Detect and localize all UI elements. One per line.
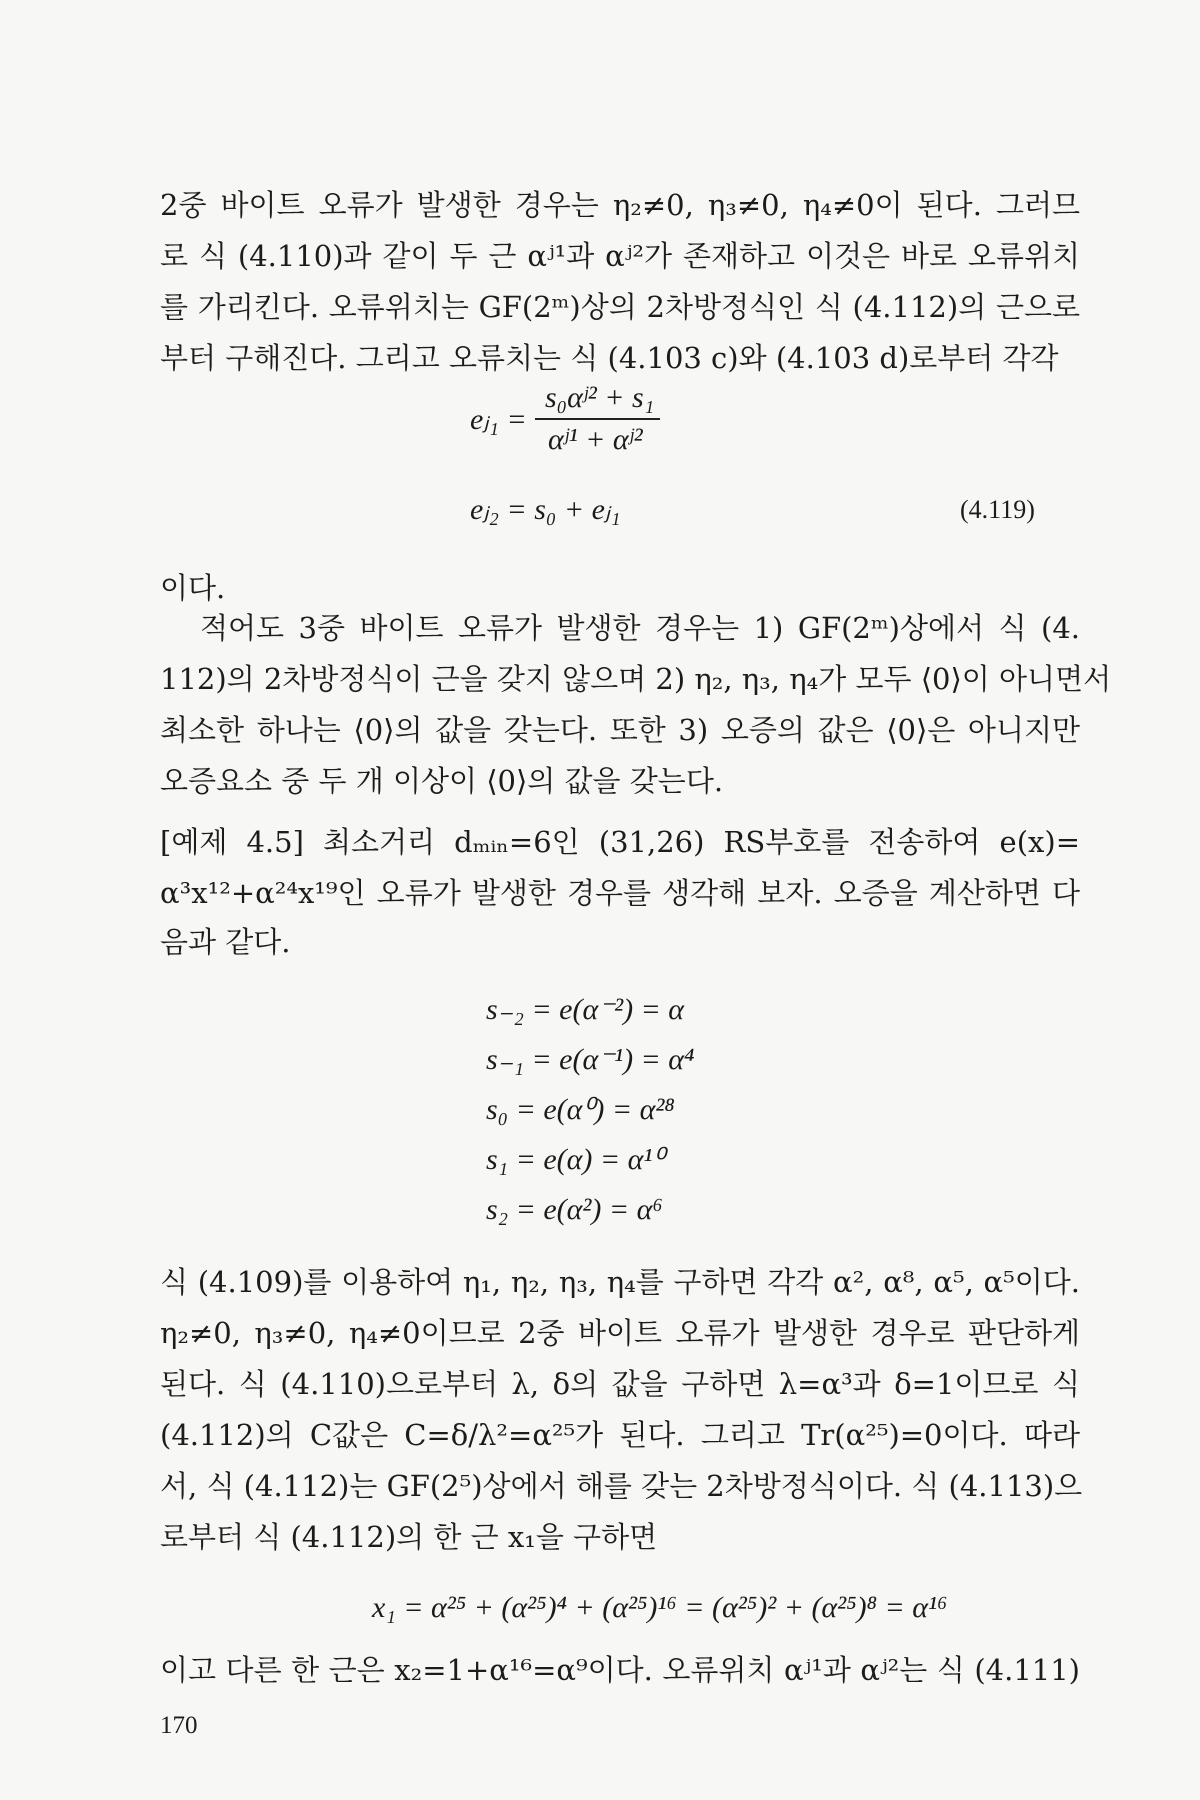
syndrome-line: s₀ = e(α⁰) = α²⁸ bbox=[486, 1093, 675, 1126]
paragraph-line: 오증요소 중 두 개 이상이 ⟨0⟩의 값을 갖는다. bbox=[160, 764, 724, 798]
eq119-line2: eⱼ₂ = s₀ + eⱼ₁ bbox=[470, 493, 621, 526]
equation-number: (4.119) bbox=[960, 495, 1035, 524]
paragraph-line: 식 (4.109)를 이용하여 η₁, η₂, η₃, η₄를 구하면 각각 α², α⁸, α⁵, α⁵이다. bbox=[160, 1265, 1080, 1299]
example-line: 음과 같다. bbox=[160, 925, 291, 959]
eq119-lhs1: eⱼ₁ = bbox=[470, 403, 527, 436]
eq119-denominator: αʲ¹ + αʲ² bbox=[548, 423, 643, 456]
paragraph-line: 적어도 3중 바이트 오류가 발생한 경우는 1) GF(2ᵐ)상에서 식 (4. bbox=[200, 611, 1080, 645]
syndrome-line: s₋₁ = e(α⁻¹) = α⁴ bbox=[486, 1043, 695, 1076]
paragraph-line: 이고 다른 한 근은 x₂=1+α¹⁶=α⁹이다. 오류위치 αʲ¹과 αʲ²는 식 (4.111) bbox=[160, 1653, 1080, 1687]
example-line: [예제 4.5] 최소거리 dₘᵢₙ=6인 (31,26) RS부호를 전송하여 e(x)= bbox=[160, 825, 1080, 859]
equation-x1: x₁ = α²⁵ + (α²⁵)⁴ + (α²⁵)¹⁶ = (α²⁵)² + (α²⁵)⁸ = α¹⁶ bbox=[372, 1591, 948, 1624]
paragraph-line: 112)의 2차방정식이 근을 갖지 않으며 2) η₂, η₃, η₄가 모두 ⟨0⟩이 아니면서 bbox=[160, 662, 1112, 696]
page-number: 170 bbox=[160, 1712, 198, 1739]
paragraph-line: (4.112)의 C값은 C=δ/λ²=α²⁵가 된다. 그리고 Tr(α²⁵)=0이다. 따라 bbox=[160, 1418, 1080, 1452]
paragraph-line: 최소한 하나는 ⟨0⟩의 값을 갖는다. 또한 3) 오증의 값은 ⟨0⟩은 아니지만 bbox=[160, 713, 1080, 747]
paragraph-line: 로부터 식 (4.112)의 한 근 x₁을 구하면 bbox=[160, 1520, 658, 1554]
paragraph-line: η₂≠0, η₃≠0, η₄≠0이므로 2중 바이트 오류가 발생한 경우로 판단하게 bbox=[160, 1316, 1080, 1350]
paragraph-line: 이다. bbox=[160, 571, 226, 605]
paragraph-line: 된다. 식 (4.110)으로부터 λ, δ의 값을 구하면 λ=α³과 δ=1이므로 식 bbox=[160, 1367, 1080, 1401]
syndrome-line: s₋₂ = e(α⁻²) = α bbox=[486, 993, 685, 1026]
example-line: α³x¹²+α²⁴x¹⁹인 오류가 발생한 경우를 생각해 보자. 오증을 계산하면 다 bbox=[160, 876, 1080, 910]
syndrome-line: s₂ = e(α²) = α⁶ bbox=[486, 1193, 663, 1226]
paragraph-line: 2중 바이트 오류가 발생한 경우는 η₂≠0, η₃≠0, η₄≠0이 된다. 그러므 bbox=[160, 188, 1080, 222]
paragraph-line: 서, 식 (4.112)는 GF(2⁵)상에서 해를 갖는 2차방정식이다. 식 (4.113)으 bbox=[160, 1469, 1083, 1503]
paragraph-line: 로 식 (4.110)과 같이 두 근 αʲ¹과 αʲ²가 존재하고 이것은 바로 오류위치 bbox=[160, 239, 1080, 273]
eq119-numerator: s₀αʲ² + s₁ bbox=[545, 381, 655, 414]
paragraph-line: 를 가리킨다. 오류위치는 GF(2ᵐ)상의 2차방정식인 식 (4.112)의 근으로 bbox=[160, 290, 1080, 324]
syndrome-line: s₁ = e(α) = α¹⁰ bbox=[486, 1143, 665, 1176]
paragraph-line: 부터 구해진다. 그리고 오류치는 식 (4.103 c)와 (4.103 d)로부터 각각 bbox=[160, 341, 1059, 375]
